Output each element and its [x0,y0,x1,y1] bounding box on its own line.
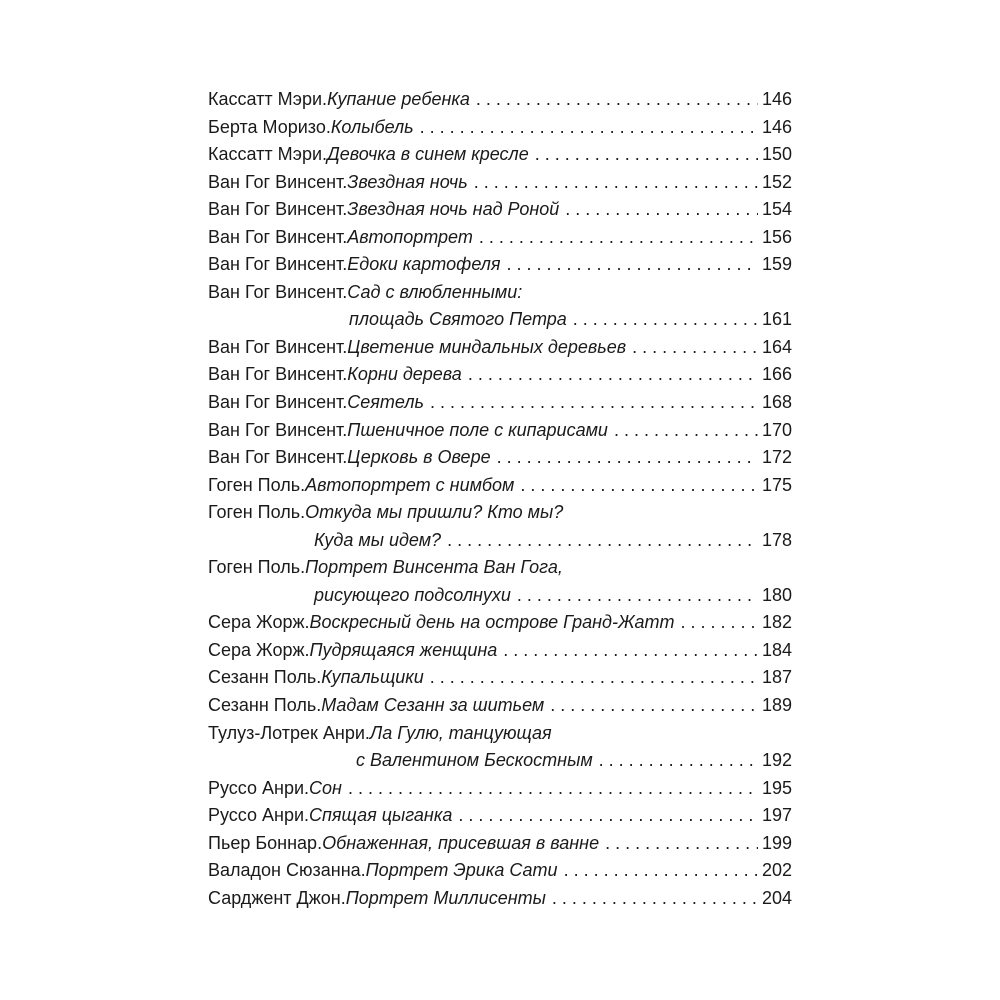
toc-entry [208,472,792,500]
toc-title: Мадам Сезанн за шитьем [321,695,545,716]
dot-leader [420,114,758,142]
toc-entry [208,775,792,803]
toc-author: Сера Жорж. [208,639,310,660]
toc-title: Портрет Винсента Ван Гога, [305,557,563,578]
toc-entry [208,720,792,748]
toc-page-number: 189 [761,695,792,716]
toc-page-number: 178 [761,529,792,550]
toc-entry [208,334,792,362]
dot-leader [468,361,758,389]
toc-author: Ван Гог Винсент. [208,254,348,275]
toc-author: Руссо Анри. [208,805,310,826]
dot-leader [564,857,758,885]
toc-title: Пшеничное поле с кипарисами [347,419,608,440]
toc-page-number: 182 [761,612,792,633]
toc-title: Девочка в синем кресле [327,144,529,165]
toc-page-number: 195 [761,777,792,798]
toc-page-number: 166 [761,364,792,385]
toc-entry [208,637,792,665]
dot-leader [552,885,758,913]
toc-entry [208,499,792,527]
toc-entry [208,664,792,692]
toc-title: Цветение миндальных деревьев [347,336,627,357]
dot-leader [680,609,757,637]
toc-author: Ван Гог Винсент. [208,419,348,440]
toc-page-number: 146 [761,89,792,109]
toc-entry [208,857,792,885]
toc-author: Сезанн Поль. [208,667,322,688]
toc-title-continued: рисующего подсолнухи [314,584,511,605]
toc-page-number: 202 [761,860,792,881]
dot-leader [535,141,758,169]
dot-leader [550,692,758,720]
toc-author: Ван Гог Винсент. [208,364,348,385]
toc-entry [208,802,792,830]
toc-title: Портрет Миллисенты [345,887,546,908]
toc-title: Откуда мы пришли? Кто мы? [305,502,564,523]
toc-author: Валадон Сюзанна. [208,860,366,881]
dot-leader [476,86,758,114]
toc-entry [208,361,792,389]
toc-title: Пудрящаяся женщина [309,639,498,660]
toc-author: Тулуз-Лотрек Анри. [208,722,370,743]
toc-entry-continuation [208,527,792,555]
toc-author: Ван Гог Винсент. [208,199,348,220]
dot-leader [348,775,758,803]
toc-page-number: 152 [761,171,792,192]
toc-page-number: 180 [761,584,792,605]
dot-leader [458,802,758,830]
toc-title: Портрет Эрика Сати [365,860,558,881]
toc-author: Гоген Поль. [208,474,306,495]
toc-page-number: 146 [761,116,792,137]
toc-entry [208,444,792,472]
toc-title: Корни дерева [347,364,462,385]
toc-title: Сон [309,777,342,798]
toc-title: Сад с влюбленными: [347,281,523,302]
toc-page-number: 161 [761,309,792,330]
toc-entry [208,196,792,224]
toc-title: Ла Гулю, танцующая [369,722,552,743]
toc-author: Ван Гог Винсент. [208,447,348,468]
toc-title: Звездная ночь [347,171,468,192]
dot-leader [565,196,758,224]
toc-entry-continuation [208,747,792,775]
toc-title-continued: Куда мы идем? [314,529,442,550]
toc-author: Ван Гог Винсент. [208,392,348,413]
toc-title: Сеятель [347,392,424,413]
toc-entry [208,609,792,637]
dot-leader [573,306,758,334]
toc-entry [208,389,792,417]
toc-author: Гоген Поль. [208,502,306,523]
toc-title: Автопортрет [347,226,473,247]
toc-title: Звездная ночь над Роной [347,199,560,220]
toc-author: Руссо Анри. [208,777,310,798]
dot-leader [632,334,758,362]
toc-author: Кассатт Мэри. [208,89,328,109]
toc-author: Ван Гог Винсент. [208,336,348,357]
toc-title-continued: площадь Святого Петра [349,309,567,330]
dot-leader [605,830,758,858]
toc-author: Гоген Поль. [208,557,306,578]
toc-title-continued: с Валентином Бескостным [356,750,593,771]
dot-leader [517,582,758,610]
toc-page-number: 192 [761,750,792,771]
toc-author: Ван Гог Винсент. [208,226,348,247]
toc-page-number: 170 [761,419,792,440]
toc-entry [208,141,792,169]
dot-leader [520,472,758,500]
toc-entry [208,279,792,307]
toc-page-number: 154 [761,199,792,220]
toc-page-number: 184 [761,639,792,660]
toc-entry [208,251,792,279]
toc-title: Купальщики [321,667,424,688]
dot-leader [447,527,758,555]
toc-title: Спящая цыганка [309,805,453,826]
dot-leader [614,417,758,445]
toc-entry [208,692,792,720]
toc-entry [208,554,792,582]
toc-author: Ван Гог Винсент. [208,281,348,302]
dot-leader [430,664,758,692]
toc-title: Колыбель [330,116,414,137]
dot-leader [497,444,758,472]
toc-entry [208,417,792,445]
toc-entry-continuation [208,582,792,610]
toc-page-number: 187 [761,667,792,688]
toc-page-number: 204 [761,887,792,908]
toc-entry [208,114,792,142]
toc-title: Обнаженная, присевшая в ванне [322,832,600,853]
toc-page-number: 164 [761,336,792,357]
toc-page-number: 199 [761,832,792,853]
toc-page-number: 172 [761,447,792,468]
toc-author: Ван Гог Винсент. [208,171,348,192]
toc-author: Сарджент Джон. [208,887,346,908]
dot-leader [503,637,758,665]
toc-entry [208,885,792,913]
toc-page-number: 156 [761,226,792,247]
dot-leader [599,747,758,775]
toc-author: Кассатт Мэри. [208,144,328,165]
toc-entry [208,169,792,197]
dot-leader [430,389,758,417]
toc-title: Едоки картофеля [347,254,501,275]
dot-leader [507,251,758,279]
toc-entry [208,830,792,858]
toc-entry-continuation [208,306,792,334]
toc-author: Пьер Боннар. [208,832,323,853]
toc-page-number: 150 [761,144,792,165]
toc-page-number: 159 [761,254,792,275]
toc-entry [208,224,792,252]
toc-title: Купание ребенка [327,89,470,109]
toc-author: Берта Моризо. [208,116,331,137]
toc-title: Воскресный день на острове Гранд-Жатт [309,612,675,633]
toc-title: Автопортрет с нимбом [305,474,515,495]
dot-leader [474,169,758,197]
table-of-contents [208,86,792,912]
toc-entry [208,86,792,114]
toc-page-number: 168 [761,392,792,413]
toc-page-number: 175 [761,474,792,495]
toc-page-number: 197 [761,805,792,826]
toc-author: Сезанн Поль. [208,695,322,716]
toc-title: Церковь в Овере [347,447,491,468]
toc-author: Сера Жорж. [208,612,310,633]
dot-leader [479,224,758,252]
